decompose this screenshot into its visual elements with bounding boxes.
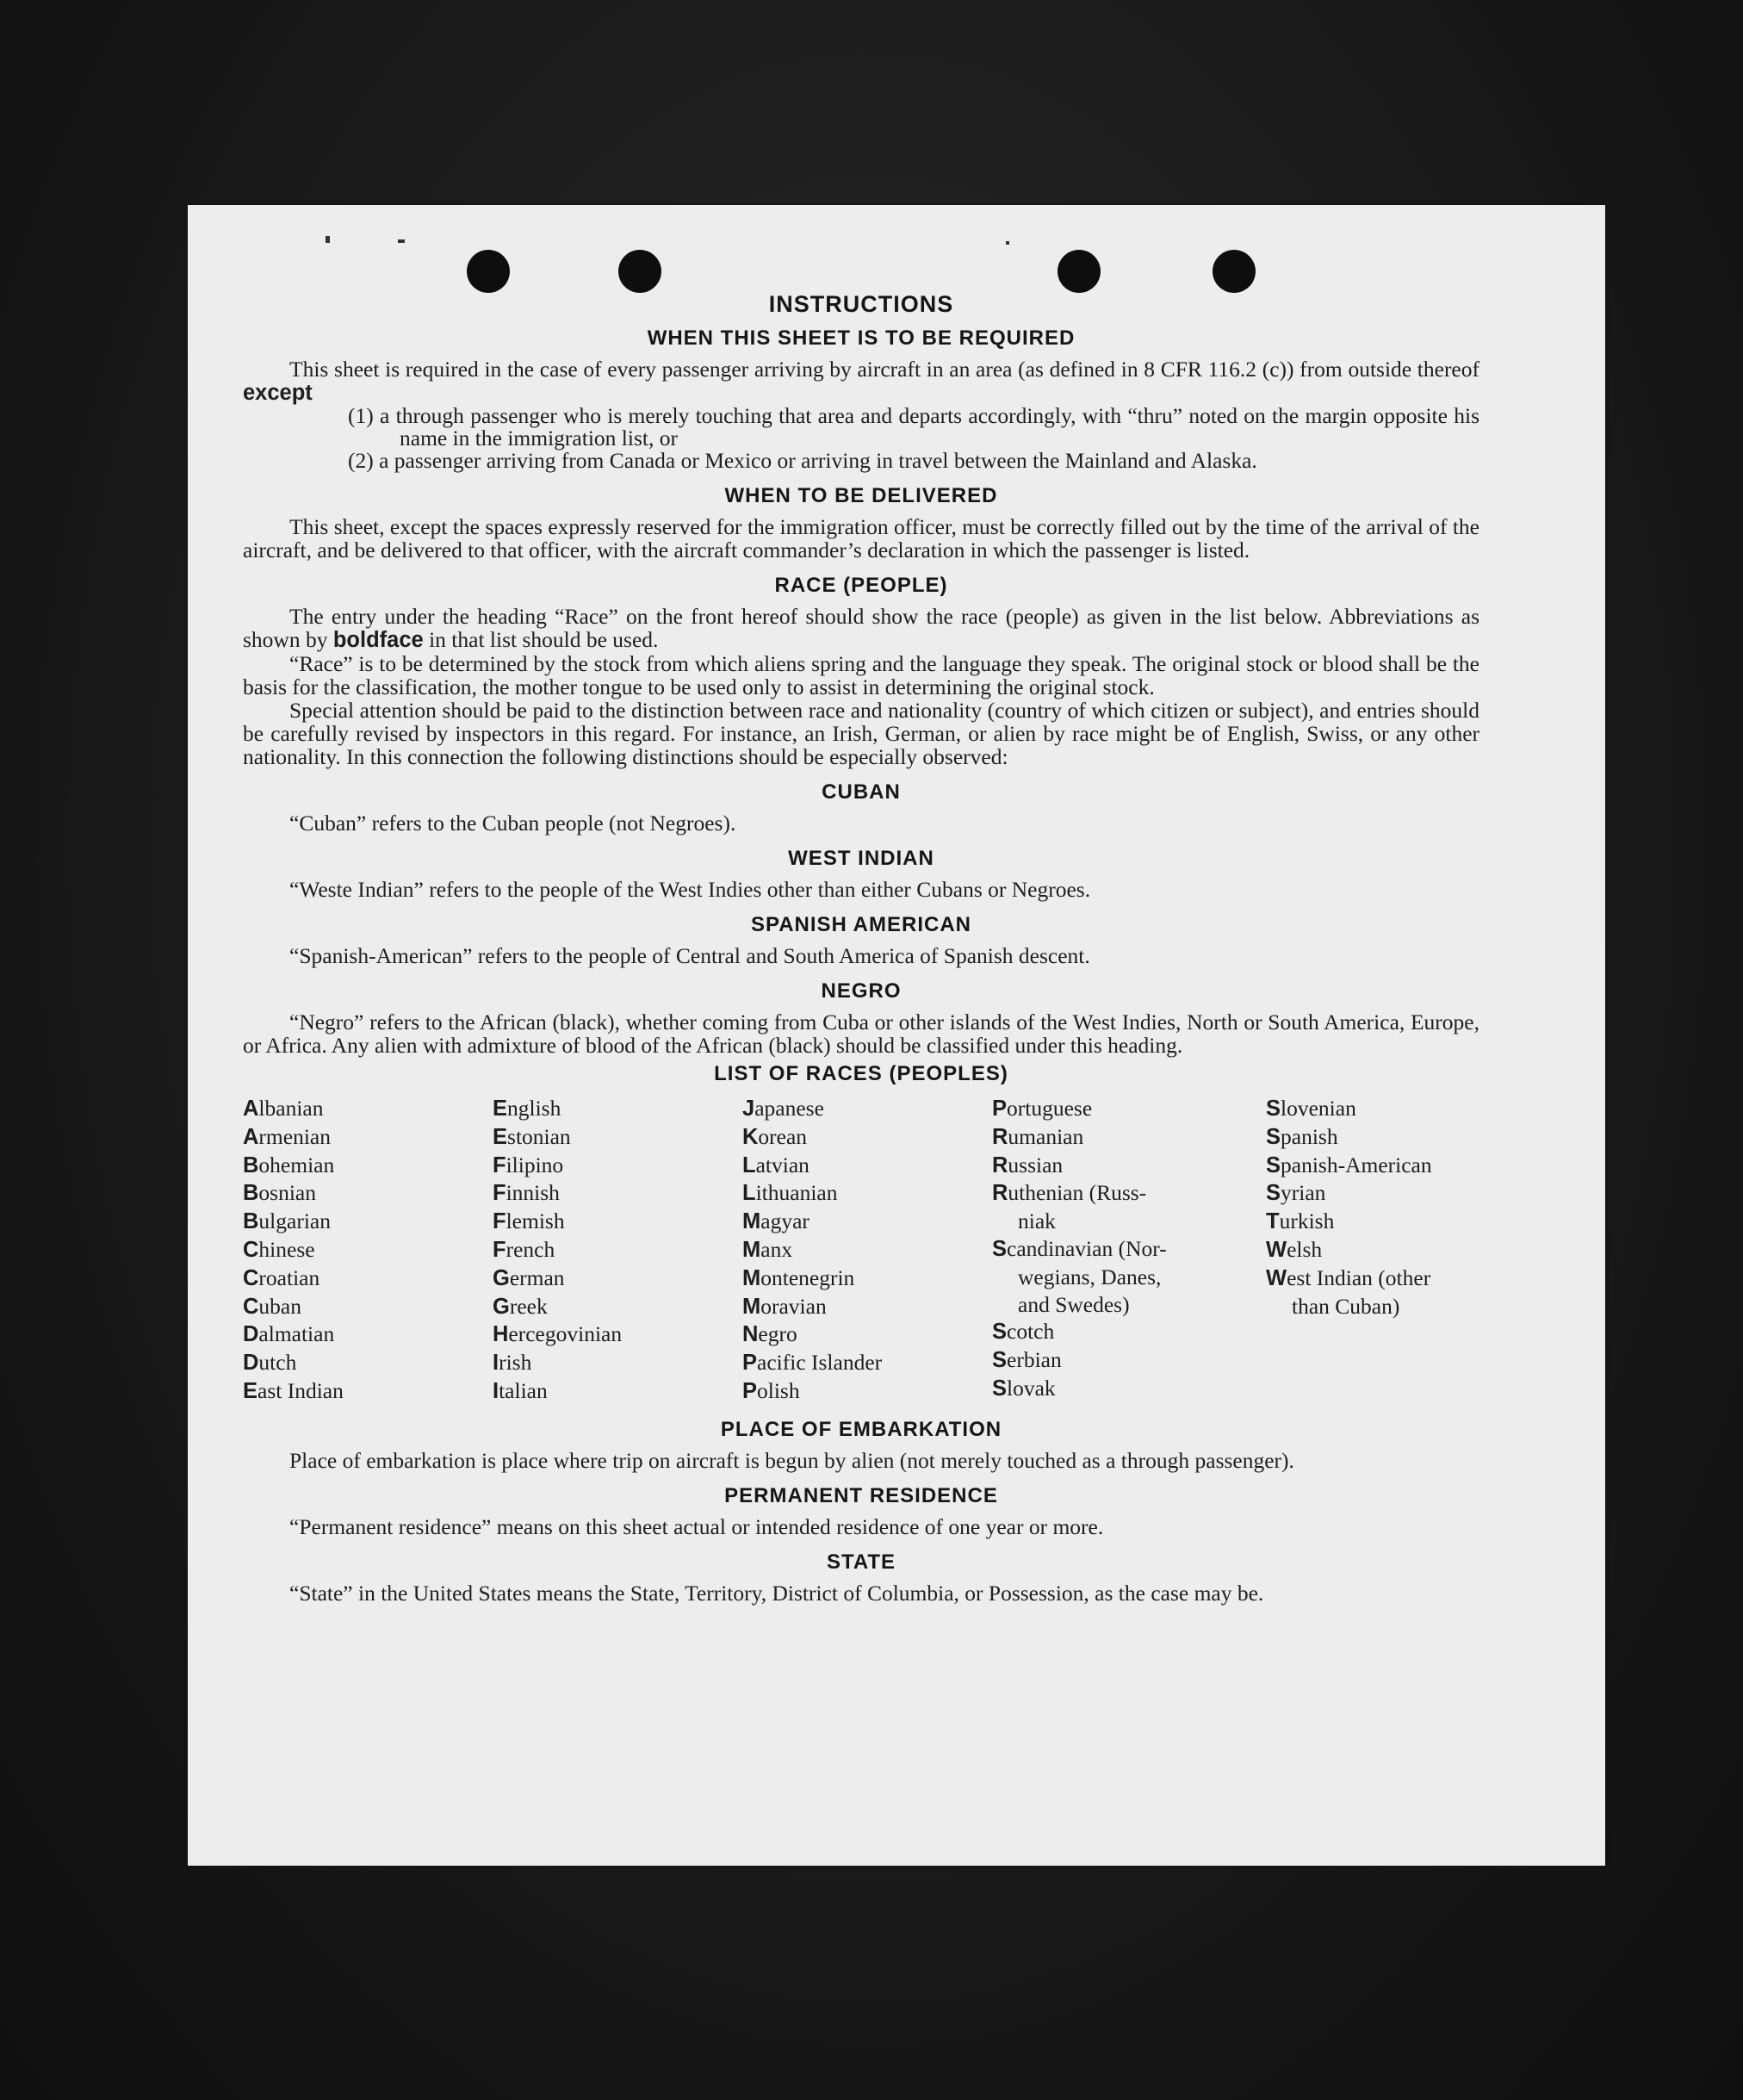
section-title-residence: PERMANENT RESIDENCE [724,1483,998,1507]
race-paragraph-2: “Race” is to be determined by the stock from which aliens spring and the language they speak. The original stock or blood shall be the basis for the classification, the mother tongue to be used only to assist in determining the original stock. [243,651,1479,699]
race-name-rest: agyar [760,1208,809,1234]
race-entry [493,1179,742,1208]
race-abbreviation: S [1266,1097,1281,1121]
race-entry [742,1236,992,1264]
race-entry: wegians, Danes, [1018,1264,1162,1289]
race-name-rest: ortuguese [1007,1096,1093,1121]
race-abbreviation: C [243,1294,259,1319]
section-title-west-indian: WEST INDIAN [788,847,934,870]
race-name-rest: erman [509,1264,565,1290]
exception-item-1: (1) a through passenger who is merely touching that area and departs accordingly, with “thru” noted on the margin opposite his name in the immigration list, or [348,403,1479,450]
race-entry [493,1152,742,1180]
race-name-rest: uban [258,1293,301,1319]
race-entry [742,1095,992,1123]
residence-text: “Permanent residence” means on this sheet actual or intended residence of one year or more. [289,1513,1104,1539]
race-entry [493,1293,742,1321]
race-entry [243,1123,493,1152]
race-abbreviation: L [742,1181,756,1206]
race-entry [243,1293,493,1321]
race-p1-end: in that list should be used. [429,627,659,652]
race-abbreviation: S [992,1236,1008,1261]
race-abbreviation: B [243,1181,259,1206]
document-title: INSTRUCTIONS [768,291,954,317]
race-entry [742,1208,992,1236]
section-title-race: RACE (PEOPLE) [774,574,948,597]
race-abbreviation: W [1266,1265,1287,1290]
race-entry [992,1346,1266,1375]
race-name-rest: panish [1281,1123,1338,1149]
race-name-rest: erbian [1007,1347,1062,1373]
race-entry [992,1095,1266,1123]
race-entry [992,1152,1266,1180]
scan-speck [326,236,330,243]
race-entry [1266,1123,1479,1152]
race-name-rest: cotch [1007,1319,1055,1345]
race-name-rest: innish [506,1180,560,1206]
race-name-rest: rish [499,1350,532,1376]
section-title-when-required: WHEN THIS SHEET IS TO BE REQUIRED [647,326,1076,350]
race-entry [1266,1152,1479,1180]
race-name-rest: lovenian [1281,1096,1356,1121]
section-title-when-delivered: WHEN TO BE DELIVERED [724,484,998,507]
race-name-rest: acific Islander [757,1350,883,1376]
race-name-rest: stonian [507,1123,571,1149]
embarkation-text: Place of embarkation is place where trip on aircraft is begun by alien (not merely touched as a through passenger). [289,1447,1294,1473]
race-abbreviation: P [742,1378,758,1403]
race-abbreviation: S [1266,1153,1281,1177]
section-title-state: STATE [826,1550,896,1574]
race-name-rest: apanese [754,1096,824,1121]
race-entry [742,1377,992,1406]
race-abbreviation: E [243,1378,258,1403]
race-abbreviation: W [1266,1237,1287,1262]
race-name-rest: elsh [1287,1236,1323,1262]
race-entry [992,1318,1266,1346]
race-abbreviation: I [493,1351,499,1376]
race-name-rest: ast Indian [257,1377,344,1403]
race-column-3 [742,1095,992,1406]
race-column-1 [243,1095,493,1406]
race-entry [493,1377,742,1406]
race-name-rest: olish [757,1377,800,1403]
boldface-word: boldface [332,628,424,652]
race-abbreviation: R [992,1124,1008,1149]
race-name-rest: ilipino [506,1152,564,1177]
race-abbreviation: A [243,1097,259,1121]
race-column-2 [493,1095,742,1406]
race-abbreviation: R [992,1153,1008,1177]
race-name-rest: nglish [507,1096,561,1121]
race-name-rest: atvian [755,1152,809,1177]
race-name-rest: ulgarian [258,1208,331,1234]
race-abbreviation: J [742,1097,755,1121]
race-abbreviation: P [992,1097,1008,1121]
race-abbreviation: D [243,1322,259,1347]
section-title-cuban: CUBAN [822,780,901,804]
west-indian-text: “Weste Indian” refers to the people of the West Indies other than either Cubans or Negroes. [289,877,1091,902]
race-column-4 [992,1095,1266,1406]
race-paragraph-1 [243,605,1479,652]
section-title-embarkation: PLACE OF EMBARKATION [720,1417,1002,1441]
punch-hole [1058,250,1101,293]
punch-hole [618,250,661,293]
race-entry [243,1349,493,1377]
race-entry [493,1320,742,1349]
race-abbreviation: N [742,1322,759,1347]
document-sheet [188,205,1605,1866]
race-entry [493,1349,742,1377]
section-title-negro: NEGRO [821,979,902,1003]
race-name-rest: ussian [1008,1152,1064,1177]
race-entry: and Swedes) [1018,1291,1130,1317]
race-entry [992,1179,1266,1208]
race-entry [742,1152,992,1180]
race-abbreviation: E [493,1124,508,1149]
race-abbreviation: H [493,1322,509,1347]
race-entry [493,1236,742,1264]
race-name-rest: ithuanian [755,1180,838,1206]
race-entry [493,1264,742,1293]
race-paragraph-3: Special attention should be paid to the distinction between race and nationality (country of which citizen or subject), and entries should be carefully revised by inspectors in this regard. For instance, an Irish, German, or alien by race might be of English, Swiss, or any other nationality. In this connection the following distinctions should be especially observed: [243,698,1479,769]
race-name-rest: osnian [258,1180,316,1206]
race-entry [742,1293,992,1321]
race-entry [243,1236,493,1264]
section-title-spanish-american: SPANISH AMERICAN [750,913,971,936]
race-abbreviation: F [493,1209,506,1234]
race-entry [1266,1208,1479,1236]
race-entry [1266,1179,1479,1208]
race-name-rest: roatian [258,1264,320,1290]
race-name-rest: ercegovinian [508,1321,623,1347]
race-name-rest: anx [760,1236,793,1262]
race-entry: than Cuban) [1292,1293,1400,1319]
race-name-rest: egro [758,1321,797,1347]
section-title-list-of-races: LIST OF RACES (PEOPLES) [714,1062,1008,1085]
race-name-rest: ontenegrin [760,1264,855,1290]
race-name-rest: hinese [258,1236,315,1262]
race-name-rest: umanian [1008,1123,1084,1149]
race-abbreviation: S [992,1320,1008,1345]
race-abbreviation: A [243,1124,259,1149]
spanish-american-text: “Spanish-American” refers to the people of Central and South America of Spanish descent. [289,943,1090,968]
race-column-5 [1266,1095,1479,1406]
race-name-rest: rmenian [258,1123,331,1149]
race-name-rest: lovak [1007,1375,1056,1401]
race-name-rest: rench [506,1236,555,1262]
race-abbreviation: P [742,1351,758,1376]
race-entry [243,1320,493,1349]
race-abbreviation: F [493,1181,506,1206]
race-name-rest: candinavian (Nor- [1007,1235,1167,1261]
race-entry [493,1123,742,1152]
race-abbreviation: F [493,1153,506,1177]
race-entry [1266,1264,1479,1293]
when-required-intro: This sheet is required in the case of every passenger arriving by aircraft in an area (as defined in 8 CFR 116.2 (c)) from outside thereof [289,357,1479,382]
race-abbreviation: M [742,1237,761,1262]
race-name-rest: oravian [760,1293,827,1319]
race-entry [992,1235,1266,1264]
race-name-rest: utch [258,1350,297,1376]
race-name-rest: lbanian [258,1096,324,1121]
scan-speck [398,239,405,243]
race-abbreviation: I [493,1378,499,1403]
race-name-rest: est Indian (other [1287,1264,1431,1290]
race-abbreviation: C [243,1265,259,1290]
scan-speck [1006,241,1009,245]
race-entry [1266,1236,1479,1264]
race-entry [243,1179,493,1208]
race-name-rest: yrian [1281,1180,1326,1206]
race-entry [243,1377,493,1406]
race-abbreviation: T [1266,1209,1280,1234]
race-name-rest: orean [758,1123,808,1149]
race-abbreviation: M [742,1294,761,1319]
race-entry [992,1375,1266,1403]
race-list [243,1095,1479,1406]
race-entry [243,1208,493,1236]
race-abbreviation: E [493,1097,508,1121]
race-entry [243,1264,493,1293]
race-name-rest: reek [509,1293,548,1319]
race-name-rest: panish-American [1281,1152,1432,1177]
race-name-rest: ohemian [258,1152,335,1177]
race-abbreviation: G [493,1294,510,1319]
race-entry: niak [1018,1208,1056,1234]
race-entry [742,1264,992,1293]
when-delivered-text: This sheet, except the spaces expressly reserved for the immigration officer, must be correctly filled out by the time of the arrival of the aircraft, and be delivered to that officer, with the aircraft commander’s declaration in which the passenger is listed. [243,514,1479,562]
race-name-rest: urkish [1279,1208,1335,1234]
race-abbreviation: F [493,1237,506,1262]
race-abbreviation: R [992,1181,1008,1206]
race-entry [742,1179,992,1208]
negro-text: “Negro” refers to the African (black), whether coming from Cuba or other islands of the West Indies, North or South America, Europe, or Africa. Any alien with admixture of blood of the African (black) should be classified under this heading. [243,1010,1479,1058]
exception-item-2: (2) a passenger arriving from Canada or Mexico or arriving in travel between the Mainland and Alaska. [348,448,1257,473]
race-abbreviation: S [992,1348,1008,1373]
race-entry [742,1123,992,1152]
race-entry [493,1208,742,1236]
race-abbreviation: G [493,1265,510,1290]
race-abbreviation: S [1266,1181,1281,1206]
race-entry [742,1320,992,1349]
except-bold: except [243,381,313,405]
race-abbreviation: S [992,1376,1008,1401]
race-entry [243,1095,493,1123]
race-name-rest: talian [499,1377,548,1403]
state-text: “State” in the United States means the State, Territory, District of Columbia, or Possession, as the case may be. [289,1580,1264,1606]
race-abbreviation: K [742,1124,759,1149]
punch-hole [1213,250,1256,293]
cuban-text: “Cuban” refers to the Cuban people (not Negroes). [289,811,736,836]
punch-hole [467,250,510,293]
race-entry [243,1152,493,1180]
race-abbreviation: S [1266,1124,1281,1149]
race-abbreviation: D [243,1351,259,1376]
race-name-rest: lemish [506,1208,565,1234]
race-entry [1266,1095,1479,1123]
instructions-content [243,291,1479,1605]
race-entry [742,1349,992,1377]
race-entry [992,1123,1266,1152]
when-required-text [243,357,1479,405]
race-p1-start: The entry under the heading “Race” on the front hereof should show the race (people) as given in the list below. Abbreviations as shown by [243,604,1479,652]
race-name-rest: almatian [258,1321,335,1347]
race-abbreviation: B [243,1153,259,1177]
race-abbreviation: B [243,1209,259,1234]
race-abbreviation: C [243,1237,259,1262]
race-abbreviation: M [742,1209,761,1234]
race-name-rest: uthenian (Russ- [1008,1180,1147,1206]
race-abbreviation: L [742,1153,756,1177]
race-abbreviation: M [742,1265,761,1290]
race-entry [493,1095,742,1123]
